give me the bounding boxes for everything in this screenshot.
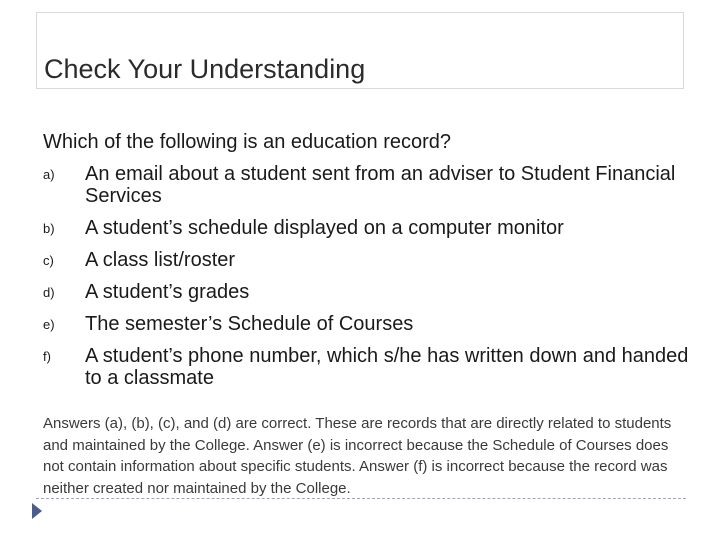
answer-explanation: Answers (a), (b), (c), and (d) are correct. These are records that are directly related to students and maintained by the College. Answer (e) is incorrect because the Schedule of Courses does not contain information about specific students. Answer (f) is incorrect because the record was neither created nor maintained by the College. [43, 415, 672, 497]
option-d [43, 281, 693, 303]
option-letter: a) [43, 167, 55, 182]
option-b [43, 217, 693, 239]
option-f [43, 345, 693, 389]
option-letter: e) [43, 317, 55, 332]
option-e [43, 313, 693, 335]
option-c [43, 249, 693, 271]
option-text: A class list/roster [85, 249, 236, 271]
option-letter: b) [43, 221, 55, 236]
option-letter: d) [43, 285, 55, 300]
question-text: Which of the following is an education record? [43, 131, 452, 153]
option-letter: c) [43, 253, 54, 268]
option-text: A student’s phone number, which s/he has written down and handed to a classmate [85, 345, 689, 389]
triangle-right-icon[interactable] [32, 503, 42, 519]
option-text: The semester’s Schedule of Courses [85, 313, 414, 335]
footer-divider [36, 498, 686, 499]
option-letter: f) [43, 349, 51, 364]
option-text: A student’s schedule displayed on a computer monitor [85, 217, 564, 239]
answer-options-list [43, 163, 693, 399]
slide-title: Check Your Understanding [44, 54, 366, 84]
option-a [43, 163, 693, 207]
option-text: An email about a student sent from an adviser to Student Financial Services [85, 163, 676, 207]
title-box [36, 12, 684, 89]
option-text: A student’s grades [85, 281, 250, 303]
